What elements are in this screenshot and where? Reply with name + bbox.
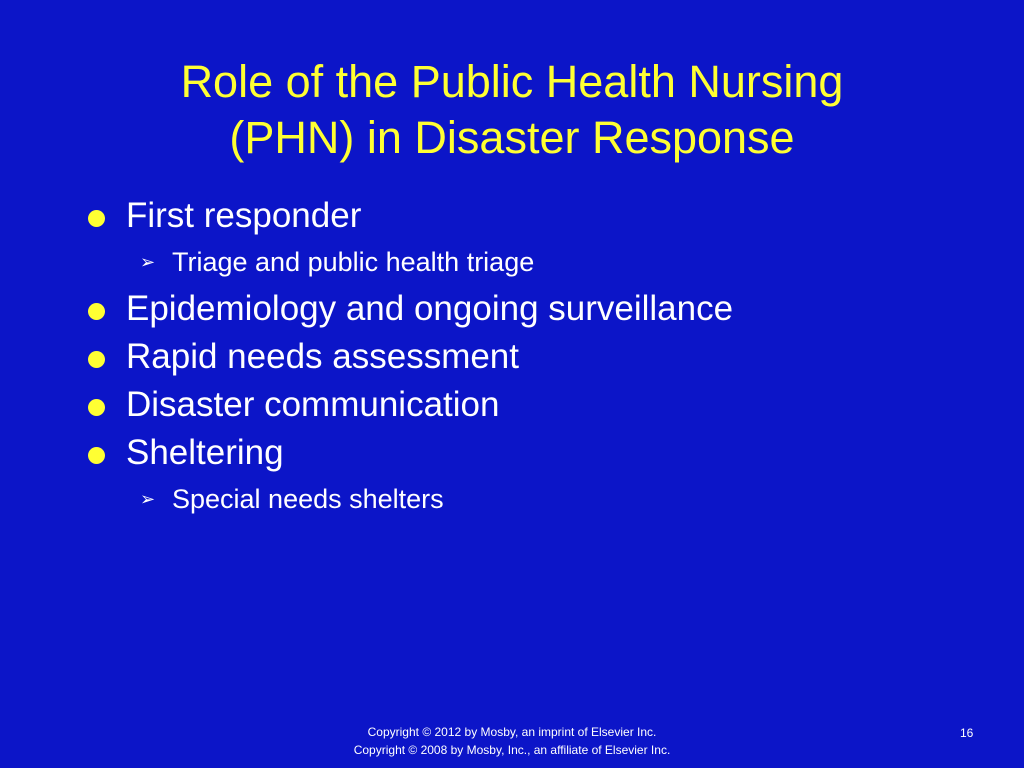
copyright-footer <box>0 723 1024 759</box>
bullet-dot-icon <box>88 303 105 320</box>
arrowhead-icon: ➢ <box>140 489 156 509</box>
arrowhead-icon: ➢ <box>140 252 156 272</box>
slide-title-line-2: (PHN) in Disaster Response <box>229 112 795 163</box>
slide-title <box>0 54 1024 166</box>
bullet-text: Epidemiology and ongoing surveillance <box>126 289 734 328</box>
copyright-line-1: Copyright © 2012 by Mosby, an imprint of Elsevier Inc. <box>367 725 657 739</box>
sub-bullet-text: Special needs shelters <box>172 484 444 514</box>
bullet-text: First responder <box>126 196 362 235</box>
slide-title-line-1: Role of the Public Health Nursing <box>180 56 844 107</box>
bullet-dot-icon <box>88 399 105 416</box>
bullet-dot-icon <box>88 447 105 464</box>
bullet-list <box>84 192 984 522</box>
bullet-item <box>84 285 984 333</box>
page-number: 16 <box>960 726 974 740</box>
bullet-item <box>84 429 984 477</box>
bullet-text: Sheltering <box>126 433 284 472</box>
bullet-item <box>84 192 984 240</box>
bullet-text: Disaster communication <box>126 385 500 424</box>
bullet-dot-icon <box>88 351 105 368</box>
sub-bullet-item <box>84 477 984 522</box>
copyright-line-2: Copyright © 2008 by Mosby, Inc., an affiliate of Elsevier Inc. <box>353 743 671 757</box>
bullet-text: Rapid needs assessment <box>126 337 519 376</box>
sub-bullet-text: Triage and public health triage <box>172 247 535 277</box>
bullet-dot-icon <box>88 210 105 227</box>
bullet-item <box>84 333 984 381</box>
sub-bullet-item <box>84 240 984 285</box>
bullet-item <box>84 381 984 429</box>
